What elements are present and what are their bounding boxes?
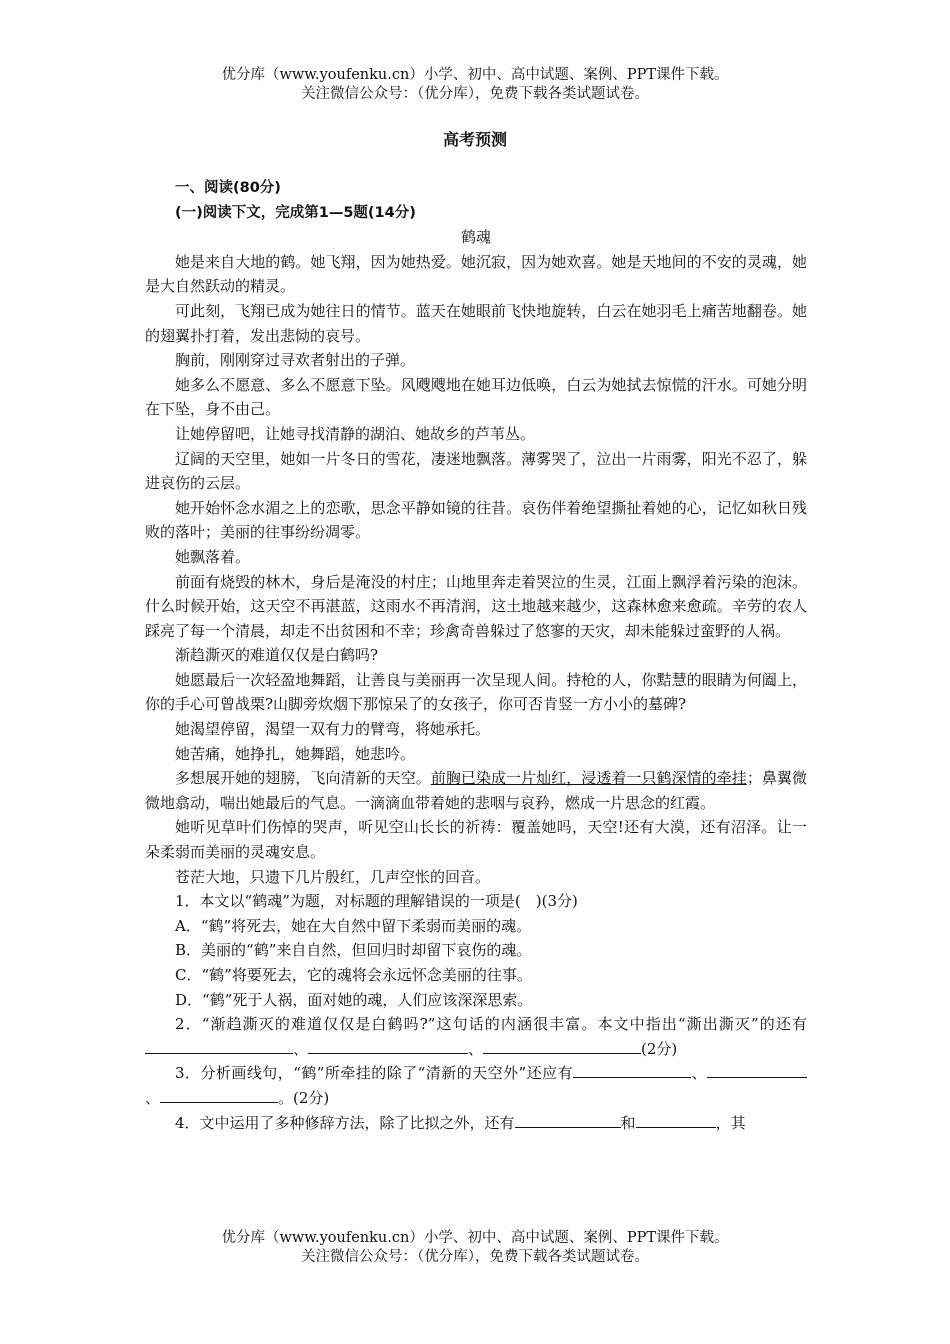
separator: 、 (691, 1064, 707, 1083)
option-d: D．“鹤”死于人祸，面对她的魂，人们应该深深思索。 (175, 990, 533, 1009)
paragraph: 她飘落着。 (175, 547, 251, 566)
option-c: C．“鹤”将要死去，它的魂将会永远怀念美丽的往事。 (175, 966, 532, 984)
paragraph-with-underline (145, 766, 807, 815)
answer-blank[interactable] (145, 1039, 293, 1054)
subsection-heading: (一)阅读下文，完成第1—5题(14分) (175, 204, 416, 221)
connector: 和 (620, 1113, 636, 1132)
article-title: 鹤魂 (460, 228, 491, 247)
question-4 (145, 1111, 807, 1136)
paragraph: 可此刻，飞翔已成为她往日的情节。蓝天在她眼前飞快地旋转，白云在她羽毛上痛苦地翻卷。她的翅翼扑打着，发出悲恸的哀号。 (145, 301, 807, 345)
page-footer (0, 1229, 950, 1267)
separator: 、 (293, 1039, 309, 1058)
answer-blank[interactable] (707, 1063, 807, 1078)
question-text: 4．文中运用了多种修辞方法，除了比拟之外，还有 (175, 1113, 515, 1132)
question-1: 1．本文以“鹤魂”为题，对标题的理解错误的一项是( )(3分) (175, 892, 578, 911)
question-2 (145, 1012, 807, 1061)
answer-blank[interactable] (636, 1113, 716, 1128)
question-text: 2．“渐趋澌灭的难道仅仅是白鹤吗?”这句话的内涵很丰富。本文中指出“澌出澌灭”的还有 (175, 1015, 807, 1034)
answer-blank[interactable] (573, 1063, 691, 1078)
answer-blank[interactable] (160, 1088, 278, 1103)
section-heading: 一、阅读(80分) (175, 180, 281, 196)
score-label: (2分) (641, 1039, 678, 1058)
paragraph: 她苦痛，她挣扎，她舞蹈，她悲吟。 (175, 744, 416, 763)
header-line-2: 关注微信公众号：（优分库），免费下载各类试题试卷。 (301, 86, 649, 102)
document-body (145, 176, 807, 1135)
paragraph: 渐趋澌灭的难道仅仅是白鹤吗? (175, 646, 379, 665)
header-line-1: 优分库（www.youfenku.cn）小学、初中、高中试题、案例、PPT课件下载。 (221, 67, 729, 83)
page-header (0, 66, 950, 104)
underlined-sentence: 前胸已染成一片灿红，浸透着一只鹤深情的牵挂 (430, 769, 747, 788)
page-title: 高考预测 (442, 130, 507, 149)
separator: 、 (468, 1039, 484, 1058)
footer-line-2: 关注微信公众号：（优分库），免费下载各类试题试卷。 (301, 1249, 649, 1265)
paragraph-segment: 多想展开她的翅膀，飞向清新的天空。 (175, 769, 431, 788)
score-label: 。(2分) (278, 1088, 330, 1107)
answer-blank[interactable] (483, 1039, 641, 1054)
question-text: 3．分析画线句，“鹤”所牵挂的除了“清新的天空外”还应有 (175, 1064, 574, 1083)
paragraph: 她是来自大地的鹤。她飞翔，因为她热爱。她沉寂，因为她欢喜。她是天地间的不安的灵魂，她是大自然跃动的精灵。 (145, 252, 807, 296)
paragraph: 让她停留吧，让她寻找清静的湖泊、她故乡的芦苇丛。 (175, 424, 536, 443)
paragraph: 她渴望停留，渴望一双有力的臂弯，将她承托。 (175, 720, 491, 739)
trailing-text: ，其 (715, 1113, 746, 1132)
answer-blank[interactable] (515, 1113, 621, 1128)
answer-blank[interactable] (308, 1039, 468, 1054)
option-b: B．美丽的“鹤”来自自然，但回归时却留下哀伤的魂。 (175, 941, 532, 960)
paragraph: 前面有烧毁的林木，身后是淹没的村庄；山地里奔走着哭泣的生灵，江面上飘浮着污染的泡沫。什么时候开始，这天空不再湛蓝，这雨水不再清润，这土地越来越少，这森林愈来愈疏。辛劳的农人踩亮了每一个清晨，却走不出贫困和不幸；珍禽奇兽躲过了悠寥的天灾，却未能躲过蛮野的人祸。 (145, 572, 807, 640)
paragraph: 她愿最后一次轻盈地舞蹈，让善良与美丽再一次呈现人间。持枪的人，你黠慧的眼睛为何阖上，你的手心可曾战栗?山脚旁炊烟下那惊呆了的女孩子，你可否肯竖一方小小的墓碑? (145, 670, 807, 714)
separator: 、 (145, 1088, 161, 1107)
paragraph: 她开始怀念水湄之上的恋歌，思念平静如镜的往昔。哀伤伴着绝望撕扯着她的心，记忆如秋日残败的落叶；美丽的往事纷纷凋零。 (145, 498, 807, 542)
paragraph: 她多么不愿意、多么不愿意下坠。风飕飕地在她耳边低唤，白云为她拭去惊慌的汗水。可她分明在下坠，身不由己。 (145, 375, 807, 419)
paragraph-segment: ；鼻翼微微地翕动，喘出她最后的气息。一滴滴血带着她的悲咽与哀矜，燃成一片思念的红霞。 (145, 769, 807, 812)
paragraph: 她听见草叶们伤悼的哭声，听见空山长长的祈祷：覆盖她吗，天空!还有大漠，还有沼泽。让一朵柔弱而美丽的灵魂安息。 (145, 818, 807, 862)
paragraph: 胸前，刚刚穿过寻欢者射出的子弹。 (175, 351, 416, 370)
footer-line-1: 优分库（www.youfenku.cn）小学、初中、高中试题、案例、PPT课件下载。 (221, 1230, 729, 1246)
option-a: A．“鹤”将死去，她在大自然中留下柔弱而美丽的魂。 (175, 916, 532, 935)
paragraph: 辽阔的天空里，她如一片冬日的雪花，凄迷地飘落。薄雾哭了，泣出一片雨雾，阳光不忍了，躲进哀伤的云层。 (145, 449, 807, 493)
question-3 (145, 1061, 807, 1110)
paragraph: 苍茫大地，只遗下几片殷红，几声空怅的回音。 (175, 867, 491, 886)
